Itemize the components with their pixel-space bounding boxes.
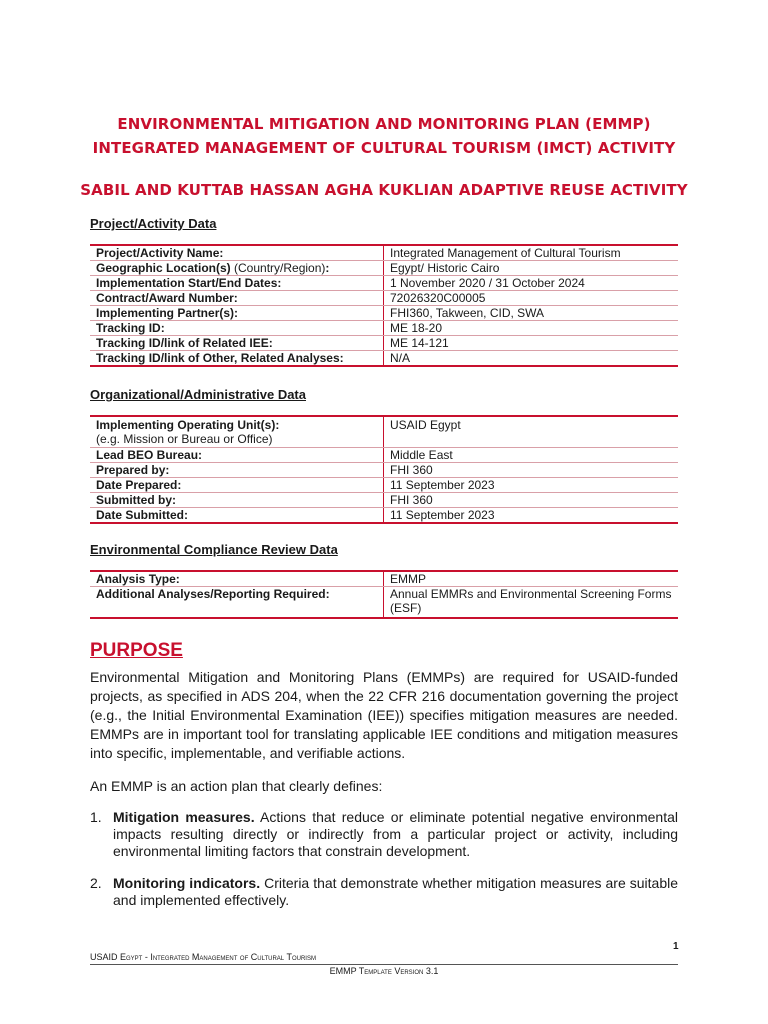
- list-number: 2.: [90, 875, 102, 891]
- list-term: Monitoring indicators.: [113, 875, 261, 891]
- footer-divider: [90, 964, 678, 965]
- table-row: [90, 478, 678, 493]
- list-item: [90, 875, 678, 909]
- table-row: [90, 587, 678, 619]
- row-label: Tracking ID:: [90, 321, 384, 336]
- row-value: FHI360, Takween, CID, SWA: [384, 306, 679, 321]
- project-data-table: [90, 244, 678, 367]
- row-value: 72026320C00005: [384, 291, 679, 306]
- table-row: [90, 245, 678, 261]
- table-row: [90, 261, 678, 276]
- row-label: Tracking ID/link of Related IEE:: [90, 336, 384, 351]
- project-data-heading: Project/Activity Data: [90, 216, 217, 231]
- table-row: [90, 448, 678, 463]
- table-row: [90, 571, 678, 587]
- row-value: Integrated Management of Cultural Tourism: [384, 245, 679, 261]
- row-value: 11 September 2023: [384, 478, 679, 493]
- document-title-line2: INTEGRATED MANAGEMENT OF CULTURAL TOURISM (IMCT) ACTIVITY: [92, 139, 676, 157]
- row-label: Geographic Location(s) (Country/Region):: [90, 261, 384, 276]
- document-title-line1: ENVIRONMENTAL MITIGATION AND MONITORING PLAN (EMMP): [117, 115, 651, 133]
- document-subtitle: SABIL AND KUTTAB HASSAN AGHA KUKLIAN ADAPTIVE REUSE ACTIVITY: [80, 181, 688, 199]
- table-row: [90, 291, 678, 306]
- row-label: Implementing Operating Unit(s): (e.g. Mission or Bureau or Office): [90, 416, 384, 448]
- row-label: Tracking ID/link of Other, Related Analyses:: [90, 351, 384, 367]
- row-value: 1 November 2020 / 31 October 2024: [384, 276, 679, 291]
- footer-left-text: USAID Egypt - Integrated Management of Cultural Tourism: [90, 952, 316, 962]
- list-item: [90, 809, 678, 860]
- row-label: Contract/Award Number:: [90, 291, 384, 306]
- purpose-paragraph: Environmental Mitigation and Monitoring Plans (EMMPs) are required for USAID-funded projects, as specified in ADS 204, when the 22 CFR 216 documentation governing the project (e.g., the Initial Environmental Examination (IEE)) specifies mitigation measures are needed. EMMPs are in important tool for translating applicable IEE conditions and mitigation measures into specific, implementable, and verifiable actions.: [90, 669, 678, 761]
- row-value: Annual EMMRs and Environmental Screening Forms (ESF): [390, 587, 672, 615]
- row-label: Project/Activity Name:: [90, 245, 384, 261]
- row-label: Prepared by:: [90, 463, 384, 478]
- table-row: [90, 276, 678, 291]
- row-value: N/A: [390, 351, 411, 365]
- row-value: FHI 360: [384, 493, 679, 508]
- table-row: [90, 416, 678, 448]
- row-value: EMMP: [384, 571, 679, 587]
- org-data-heading: Organizational/Administrative Data: [90, 387, 306, 402]
- row-label: Implementing Partner(s):: [90, 306, 384, 321]
- table-row: [90, 508, 678, 524]
- footer-right-text: EMMP Template Version 3.1: [329, 966, 439, 976]
- purpose-intro: An EMMP is an action plan that clearly defines:: [90, 778, 383, 794]
- page-number: 1: [673, 941, 679, 952]
- row-value: USAID Egypt: [384, 416, 679, 448]
- table-row: [90, 463, 678, 478]
- row-value: ME 14-121: [384, 336, 679, 351]
- list-text: Actions that reduce or eliminate potential negative environmental impacts resulting directly or indirectly from a particular project or activity, including environmental limiting factors that constrain development.: [113, 809, 678, 859]
- row-label: Implementation Start/End Dates:: [90, 276, 384, 291]
- row-label: Analysis Type:: [90, 571, 384, 587]
- table-row: [90, 336, 678, 351]
- purpose-heading: PURPOSE: [90, 640, 183, 661]
- list-term: Mitigation measures.: [113, 809, 255, 825]
- org-data-table: [90, 415, 678, 524]
- table-row: [90, 321, 678, 336]
- table-row: [90, 306, 678, 321]
- row-label: Date Submitted:: [90, 508, 384, 524]
- row-label: Date Prepared:: [90, 478, 384, 493]
- row-label: Lead BEO Bureau:: [90, 448, 384, 463]
- row-value: Middle East: [384, 448, 679, 463]
- list-number: 1.: [90, 809, 102, 825]
- list-text: Criteria that demonstrate whether mitigation measures are suitable and implemented effectively.: [113, 875, 679, 908]
- row-value: Egypt/ Historic Cairo: [384, 261, 679, 276]
- compliance-data-table: [90, 570, 678, 619]
- row-label: Submitted by:: [90, 493, 384, 508]
- compliance-data-heading: Environmental Compliance Review Data: [90, 542, 338, 557]
- row-value: ME 18-20: [384, 321, 679, 336]
- table-row: [90, 351, 678, 367]
- row-value: FHI 360: [384, 463, 679, 478]
- row-value: 11 September 2023: [390, 508, 495, 522]
- table-row: [90, 493, 678, 508]
- row-label: Additional Analyses/Reporting Required:: [90, 587, 384, 619]
